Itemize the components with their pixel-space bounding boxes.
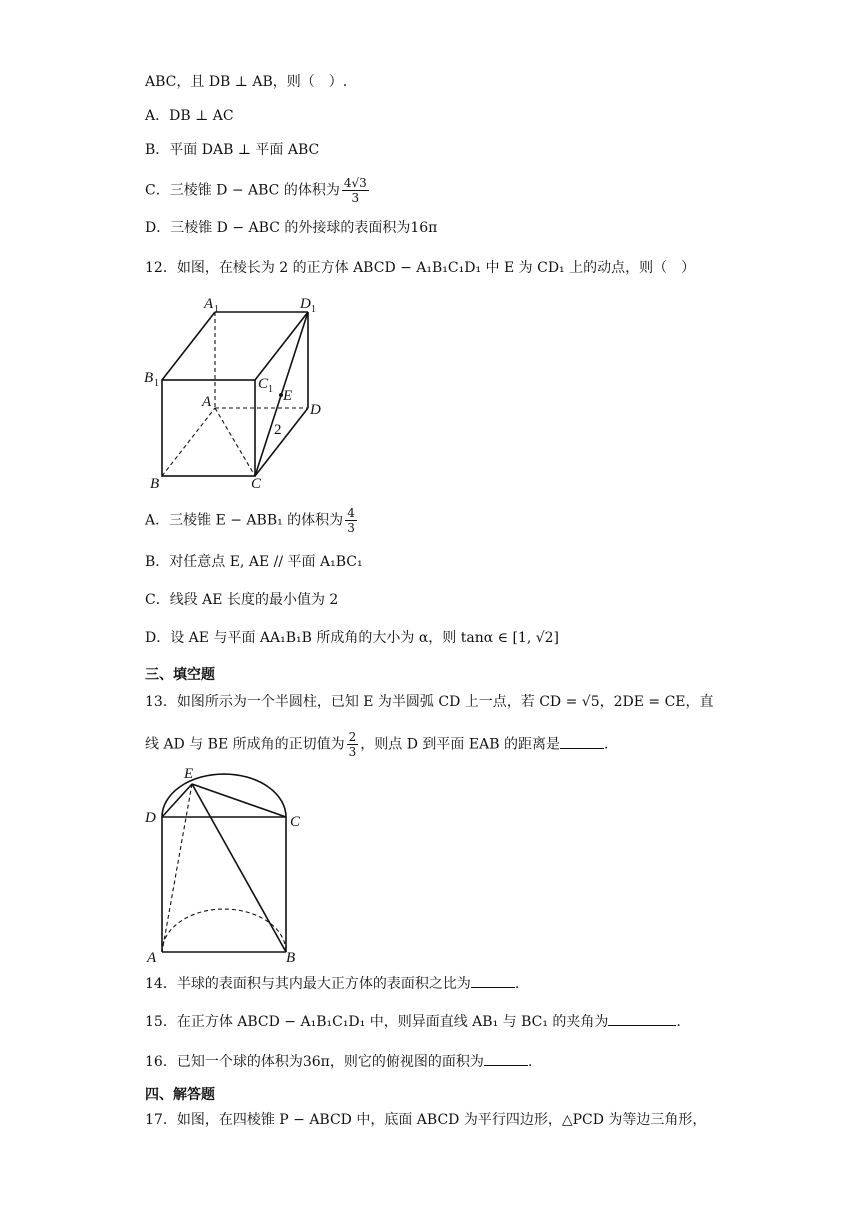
label-d: D bbox=[145, 810, 156, 826]
label-d1: D bbox=[300, 296, 311, 312]
fraction: $\frac{2}{3}$ bbox=[348, 730, 357, 759]
answer-blank bbox=[608, 1013, 676, 1026]
q11-option-c: C．三棱锥 D − ABC 的体积为 $\frac{4√3}{3}$ bbox=[145, 176, 367, 205]
label-a: A bbox=[147, 950, 157, 966]
q17-stem: 17．如图，在四棱锥 P − ABCD 中，底面 ABCD 为平行四边形，△PCD 为等边三角形， bbox=[145, 1112, 707, 1128]
fraction: $\frac{4}{3}$ bbox=[347, 506, 355, 535]
label-b: B bbox=[150, 476, 160, 492]
q11-option-d: D．三棱锥 D − ABC 的外接球的表面积为16π bbox=[145, 220, 438, 236]
half-cylinder-figure bbox=[140, 762, 320, 968]
q15: 15．在正方体 ABCD − A₁B₁C₁D₁ 中，则异面直线 AB₁ 与 BC₁ 的夹角为 . bbox=[145, 1014, 681, 1030]
label-c: C bbox=[251, 476, 262, 492]
cube-figure bbox=[140, 292, 340, 492]
q13-line2: 线 AD 与 BE 所成角的正切值为 $\frac{2}{3}$ ，则点 D 到平面 EAB 的距离是 . bbox=[145, 730, 609, 759]
q12-stem: 12．如图，在棱长为 2 的正方体 ABCD − A₁B₁C₁D₁ 中 E 为 CD₁ 上的动点，则（ ） bbox=[145, 260, 696, 276]
svg-text:1: 1 bbox=[214, 304, 219, 315]
fraction: $\frac{4√3}{3}$ bbox=[343, 176, 367, 205]
label-d: D bbox=[310, 402, 321, 418]
label-edge-2: 2 bbox=[274, 422, 282, 438]
q11-lead: ABC，且 DB ⊥ AB，则（ ）. bbox=[145, 74, 348, 90]
label-b: B bbox=[286, 950, 296, 966]
q11-option-a: A．DB ⊥ AC bbox=[145, 108, 234, 124]
label-e: E bbox=[184, 766, 194, 782]
q16: 16．已知一个球的体积为36π，则它的俯视图的面积为 . bbox=[145, 1054, 533, 1070]
svg-text:1: 1 bbox=[154, 378, 159, 389]
answer-blank bbox=[560, 736, 604, 749]
q14: 14．半球的表面积与其内最大正方体的表面积之比为 . bbox=[145, 976, 520, 992]
label-c: C bbox=[290, 814, 301, 830]
q12-option-c: C．线段 AE 长度的最小值为 2 bbox=[145, 592, 339, 608]
label-a1: A bbox=[204, 296, 214, 312]
svg-text:1: 1 bbox=[268, 384, 273, 395]
q12-option-b: B．对任意点 E, AE // 平面 A₁BC₁ bbox=[145, 554, 363, 570]
section-3-heading: 三、填空题 bbox=[145, 667, 215, 683]
svg-text:1: 1 bbox=[311, 304, 316, 315]
label-b1: B bbox=[144, 370, 154, 386]
q12-option-d: D．设 AE 与平面 AA₁B₁B 所成角的大小为 α，则 tanα ∈ [1, √2] bbox=[145, 630, 560, 646]
label-a: A bbox=[202, 394, 212, 410]
label-c1: C bbox=[258, 376, 269, 392]
q12-option-a: A．三棱锥 E − ABB₁ 的体积为 $\frac{4}{3}$ bbox=[145, 506, 355, 535]
label-e: E bbox=[283, 388, 293, 404]
q13-line1: 13．如图所示为一个半圆柱，已知 E 为半圆弧 CD 上一点，若 CD = √5，2DE = CE，直 bbox=[145, 694, 714, 710]
answer-blank bbox=[484, 1053, 528, 1066]
q11-option-b: B．平面 DAB ⊥ 平面 ABC bbox=[145, 142, 320, 158]
answer-blank bbox=[471, 975, 515, 988]
section-4-heading: 四、解答题 bbox=[145, 1087, 215, 1103]
